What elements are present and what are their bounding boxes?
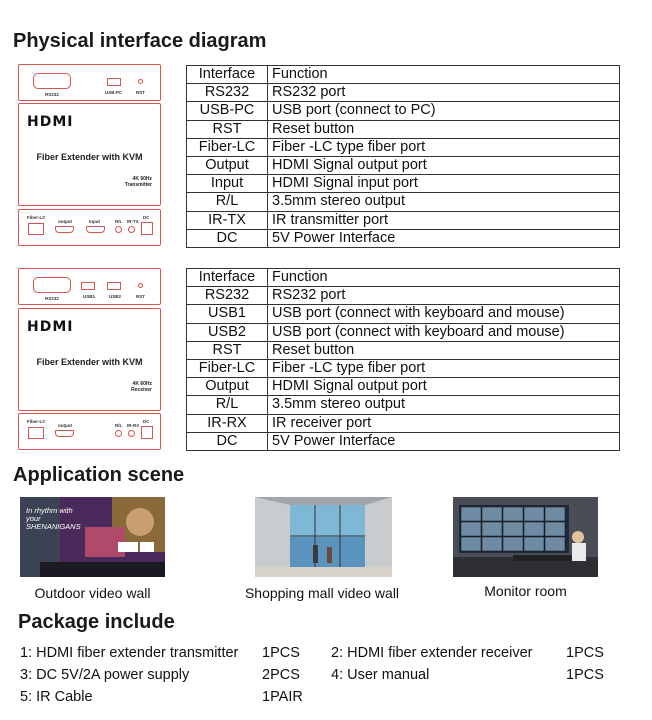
table-cell: USB port (connect to PC) [268, 102, 620, 120]
table-cell: Output [187, 378, 268, 396]
package-qty: 1PAIR [262, 689, 303, 705]
monitor-room-graphic [453, 497, 598, 577]
monitor-room-photo [453, 497, 598, 577]
transmitter-interface-table [186, 65, 620, 248]
transmitter-rear-panel [18, 64, 161, 101]
mall-scene-graphic [255, 497, 392, 577]
table-cell: DC [187, 229, 268, 247]
table-cell: IR transmitter port [268, 211, 620, 229]
transmitter-body [18, 103, 161, 206]
table-cell: RS232 port [268, 287, 620, 305]
usb-port-icon [81, 282, 95, 290]
port-label: DC [143, 419, 150, 424]
audio-jack-icon [115, 430, 122, 437]
device-title: Fiber Extender with KVM [36, 357, 143, 367]
table-cell: USB2 [187, 323, 268, 341]
receiver-interface-table [186, 268, 620, 451]
device-meta [125, 176, 152, 188]
usb-port-icon [107, 78, 121, 86]
table-cell: HDMI Signal output port [268, 378, 620, 396]
table-row [187, 120, 620, 138]
table-cell: Reset button [268, 120, 620, 138]
table-row [187, 211, 620, 229]
table-row [187, 102, 620, 120]
receiver-rear-panel [18, 268, 161, 305]
table-cell: DC [187, 432, 268, 450]
device-role: Transmitter [124, 182, 152, 188]
billboard-text: In rhythm with your SHENANIGANS [26, 506, 81, 531]
package-item: 3: DC 5V/2A power supply [20, 667, 190, 683]
table-cell: Input [187, 175, 268, 193]
table-header-cell: Function [268, 269, 620, 287]
port-label: Fiber-LC [27, 215, 46, 220]
table-cell: Fiber-LC [187, 138, 268, 156]
port-label: Input [89, 219, 100, 224]
hdmi-output-port-icon [55, 430, 74, 437]
table-row [187, 359, 620, 377]
table-row [187, 378, 620, 396]
package-qty: 2PCS [262, 667, 300, 683]
hdmi-input-port-icon [86, 226, 105, 233]
port-label: DC [143, 215, 150, 220]
table-cell: USB port (connect with keyboard and mouse) [268, 323, 620, 341]
device-resolution: 4K 60Hz [132, 381, 152, 387]
table-cell: 5V Power Interface [268, 432, 620, 450]
fiber-lc-port-icon [28, 223, 44, 235]
package-qty: 1PCS [262, 645, 300, 661]
table-cell: RST [187, 341, 268, 359]
table-cell: 3.5mm stereo output [268, 193, 620, 211]
table-cell: R/L [187, 396, 268, 414]
table-cell: RST [187, 120, 268, 138]
table-row [187, 175, 620, 193]
package-item: 1: HDMI fiber extender transmitter [20, 645, 239, 661]
rs232-port-icon [33, 277, 71, 293]
table-cell: USB1 [187, 305, 268, 323]
usb-port-icon [107, 282, 121, 290]
port-label: USB-PC [105, 90, 123, 95]
port-label: RST [136, 90, 145, 95]
reset-button-icon [138, 79, 143, 84]
device-title: Fiber Extender with KVM [36, 152, 143, 162]
table-cell: Fiber -LC type fiber port [268, 138, 620, 156]
table-row [187, 341, 620, 359]
port-label: IR-TX [127, 219, 139, 224]
section-title-application: Application scene [13, 464, 185, 486]
table-header-cell: Function [268, 66, 620, 84]
table-cell: USB port (connect with keyboard and mouse) [268, 305, 620, 323]
dc-power-port-icon [141, 426, 153, 439]
table-cell: Fiber -LC type fiber port [268, 359, 620, 377]
port-label: RS232 [45, 296, 59, 301]
table-cell: RS232 [187, 84, 268, 102]
table-cell: RS232 port [268, 84, 620, 102]
hdmi-logo: HDMI [27, 114, 74, 130]
scene-caption: Outdoor video wall [34, 585, 151, 601]
port-label: USB2 [109, 294, 122, 299]
port-label: IR-RX [127, 423, 140, 428]
table-row [187, 396, 620, 414]
scene-caption: Monitor room [484, 583, 567, 599]
port-label: Fiber-LC [27, 419, 46, 424]
table-cell: 3.5mm stereo output [268, 396, 620, 414]
table-cell: Output [187, 156, 268, 174]
package-qty: 1PCS [566, 667, 604, 683]
table-row [187, 287, 620, 305]
table-row [187, 305, 620, 323]
port-label: R/L [115, 219, 123, 224]
device-meta [131, 381, 152, 393]
receiver-body [18, 308, 161, 411]
package-item: 2: HDMI fiber extender receiver [331, 645, 533, 661]
section-title-package: Package include [18, 611, 175, 633]
table-cell: R/L [187, 193, 268, 211]
port-label: output [58, 219, 72, 224]
table-cell: Reset button [268, 341, 620, 359]
device-resolution: 4K 60Hz [132, 176, 152, 182]
table-header-row [187, 66, 620, 84]
reset-button-icon [138, 283, 143, 288]
section-title-physical: Physical interface diagram [13, 30, 267, 52]
outdoor-video-wall-photo [20, 497, 165, 577]
port-label: RST [136, 294, 145, 299]
port-label: RS232 [45, 92, 59, 97]
table-row [187, 138, 620, 156]
transmitter-front-panel [18, 209, 161, 246]
hdmi-logo: HDMI [27, 319, 74, 335]
table-cell: Fiber-LC [187, 359, 268, 377]
table-row [187, 432, 620, 450]
package-qty: 1PCS [566, 645, 604, 661]
table-row [187, 84, 620, 102]
port-label: USB1 [83, 294, 96, 299]
shopping-mall-video-wall-photo [255, 497, 392, 577]
table-cell: HDMI Signal input port [268, 175, 620, 193]
ir-jack-icon [128, 430, 135, 437]
table-header-cell: Interface [187, 269, 268, 287]
table-row [187, 229, 620, 247]
table-header-row [187, 269, 620, 287]
table-cell: IR-TX [187, 211, 268, 229]
table-cell: HDMI Signal output port [268, 156, 620, 174]
port-label: R/L [115, 423, 123, 428]
rs232-port-icon [33, 73, 71, 89]
table-cell: USB-PC [187, 102, 268, 120]
table-cell: RS232 [187, 287, 268, 305]
audio-jack-icon [115, 226, 122, 233]
port-label: output [58, 423, 72, 428]
table-row [187, 323, 620, 341]
table-row [187, 156, 620, 174]
table-row [187, 414, 620, 432]
ir-jack-icon [128, 226, 135, 233]
table-header-cell: Interface [187, 66, 268, 84]
table-cell: IR-RX [187, 414, 268, 432]
package-item: 5: IR Cable [20, 689, 93, 705]
fiber-lc-port-icon [28, 427, 44, 439]
hdmi-output-port-icon [55, 226, 74, 233]
dc-power-port-icon [141, 222, 153, 235]
device-role: Receiver [131, 387, 152, 393]
table-cell: 5V Power Interface [268, 229, 620, 247]
package-item: 4: User manual [331, 667, 430, 683]
scene-caption: Shopping mall video wall [244, 585, 400, 601]
table-cell: IR receiver port [268, 414, 620, 432]
table-row [187, 193, 620, 211]
receiver-front-panel [18, 413, 161, 450]
